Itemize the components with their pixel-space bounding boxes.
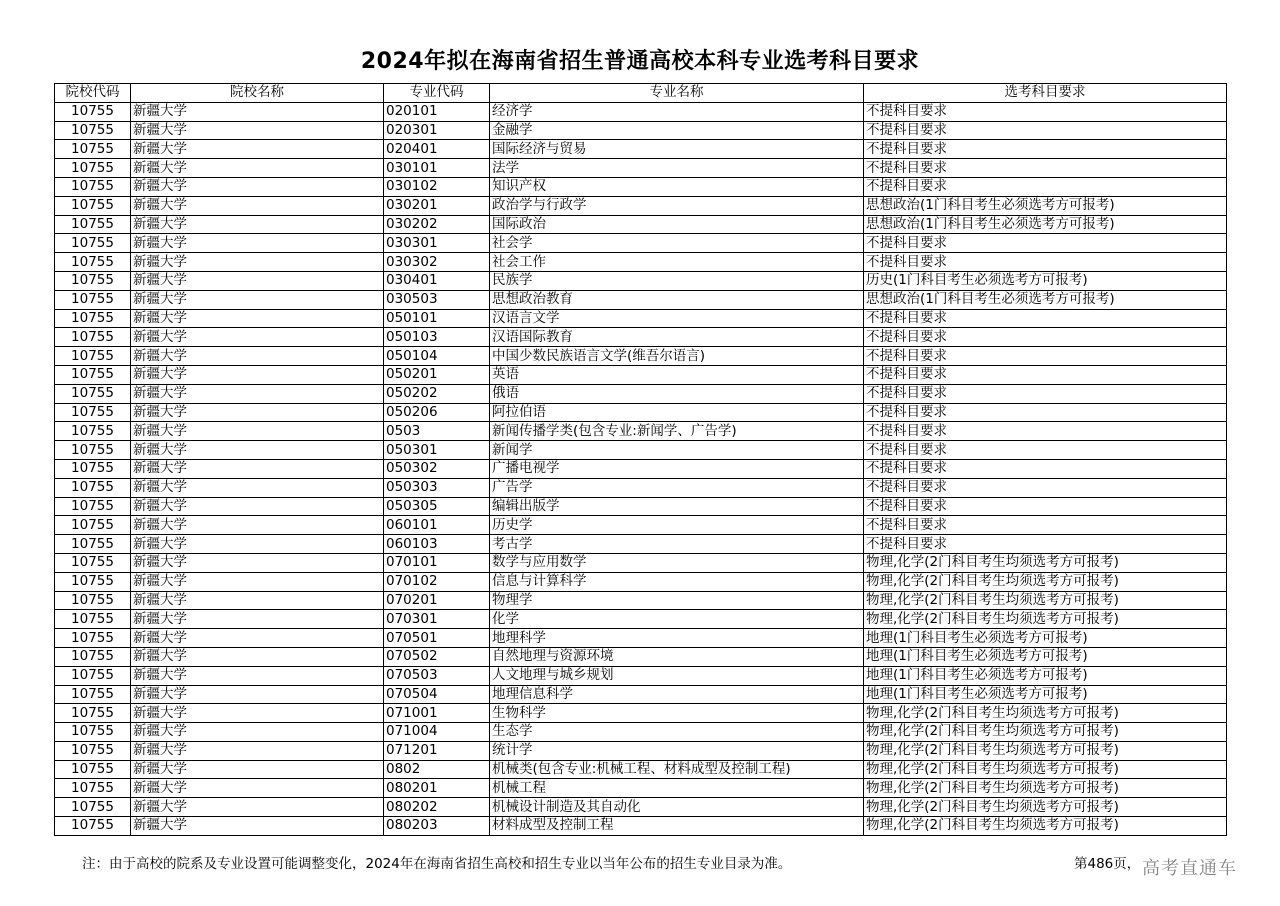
subject-requirement-cell: 物理,化学(2门科目考生均须选考方可报考) xyxy=(864,704,1227,723)
major-name-cell: 知识产权 xyxy=(490,177,864,196)
header-major-name: 专业名称 xyxy=(490,84,864,103)
page-title: 2024年拟在海南省招生普通高校本科专业选考科目要求 xyxy=(360,49,920,74)
major-code-cell: 020101 xyxy=(384,102,490,121)
table-row xyxy=(55,516,1227,535)
school-name-cell: 新疆大学 xyxy=(131,365,384,384)
school-code-cell: 10755 xyxy=(55,760,131,779)
major-name-cell: 民族学 xyxy=(490,271,864,290)
subject-requirement-cell: 不提科目要求 xyxy=(864,177,1227,196)
school-name-cell: 新疆大学 xyxy=(131,253,384,272)
major-name-cell: 俄语 xyxy=(490,384,864,403)
table-row xyxy=(55,647,1227,666)
major-name-cell: 历史学 xyxy=(490,516,864,535)
header-school-name: 院校名称 xyxy=(131,84,384,103)
major-code-cell: 070201 xyxy=(384,591,490,610)
major-code-cell: 030301 xyxy=(384,234,490,253)
school-code-cell: 10755 xyxy=(55,328,131,347)
subject-requirement-cell: 地理(1门科目考生必须选考方可报考) xyxy=(864,647,1227,666)
major-name-cell: 机械设计制造及其自动化 xyxy=(490,798,864,817)
table-row xyxy=(55,328,1227,347)
major-name-cell: 信息与计算科学 xyxy=(490,572,864,591)
subject-requirement-cell: 思想政治(1门科目考生必须选考方可报考) xyxy=(864,290,1227,309)
subject-requirement-cell: 物理,化学(2门科目考生均须选考方可报考) xyxy=(864,741,1227,760)
school-code-cell: 10755 xyxy=(55,271,131,290)
major-code-cell: 071201 xyxy=(384,741,490,760)
table-row xyxy=(55,159,1227,178)
school-name-cell: 新疆大学 xyxy=(131,647,384,666)
table-row xyxy=(55,365,1227,384)
table-row xyxy=(55,403,1227,422)
school-code-cell: 10755 xyxy=(55,478,131,497)
school-name-cell: 新疆大学 xyxy=(131,779,384,798)
major-code-cell: 050103 xyxy=(384,328,490,347)
school-name-cell: 新疆大学 xyxy=(131,347,384,366)
major-name-cell: 考古学 xyxy=(490,535,864,554)
school-name-cell: 新疆大学 xyxy=(131,196,384,215)
major-name-cell: 新闻传播学类(包含专业:新闻学、广告学) xyxy=(490,422,864,441)
school-code-cell: 10755 xyxy=(55,196,131,215)
subject-requirement-cell: 思想政治(1门科目考生必须选考方可报考) xyxy=(864,196,1227,215)
requirements-table xyxy=(54,83,1227,836)
subject-requirement-cell: 不提科目要求 xyxy=(864,365,1227,384)
table-row xyxy=(55,140,1227,159)
school-name-cell: 新疆大学 xyxy=(131,516,384,535)
major-name-cell: 法学 xyxy=(490,159,864,178)
subject-requirement-cell: 不提科目要求 xyxy=(864,347,1227,366)
major-code-cell: 030202 xyxy=(384,215,490,234)
school-code-cell: 10755 xyxy=(55,253,131,272)
major-code-cell: 030201 xyxy=(384,196,490,215)
major-code-cell: 071004 xyxy=(384,723,490,742)
school-name-cell: 新疆大学 xyxy=(131,798,384,817)
subject-requirement-cell: 物理,化学(2门科目考生均须选考方可报考) xyxy=(864,610,1227,629)
school-code-cell: 10755 xyxy=(55,497,131,516)
header-major-code: 专业代码 xyxy=(384,84,490,103)
major-code-cell: 030102 xyxy=(384,177,490,196)
major-code-cell: 070301 xyxy=(384,610,490,629)
subject-requirement-cell: 不提科目要求 xyxy=(864,535,1227,554)
major-code-cell: 070504 xyxy=(384,685,490,704)
major-name-cell: 生物科学 xyxy=(490,704,864,723)
subject-requirement-cell: 不提科目要求 xyxy=(864,403,1227,422)
major-code-cell: 080201 xyxy=(384,779,490,798)
table-row xyxy=(55,779,1227,798)
major-code-cell: 070101 xyxy=(384,553,490,572)
subject-requirement-cell: 物理,化学(2门科目考生均须选考方可报考) xyxy=(864,798,1227,817)
school-name-cell: 新疆大学 xyxy=(131,384,384,403)
school-name-cell: 新疆大学 xyxy=(131,591,384,610)
school-name-cell: 新疆大学 xyxy=(131,215,384,234)
table-row xyxy=(55,553,1227,572)
major-code-cell: 070503 xyxy=(384,666,490,685)
subject-requirement-cell: 地理(1门科目考生必须选考方可报考) xyxy=(864,666,1227,685)
major-name-cell: 社会学 xyxy=(490,234,864,253)
school-name-cell: 新疆大学 xyxy=(131,610,384,629)
school-code-cell: 10755 xyxy=(55,779,131,798)
major-code-cell: 070502 xyxy=(384,647,490,666)
table-row xyxy=(55,234,1227,253)
major-code-cell: 050303 xyxy=(384,478,490,497)
table-row xyxy=(55,798,1227,817)
major-name-cell: 地理科学 xyxy=(490,629,864,648)
major-code-cell: 050305 xyxy=(384,497,490,516)
major-code-cell: 050302 xyxy=(384,459,490,478)
school-code-cell: 10755 xyxy=(55,629,131,648)
school-code-cell: 10755 xyxy=(55,666,131,685)
major-name-cell: 材料成型及控制工程 xyxy=(490,817,864,836)
table-row xyxy=(55,817,1227,836)
subject-requirement-cell: 历史(1门科目考生必须选考方可报考) xyxy=(864,271,1227,290)
school-name-cell: 新疆大学 xyxy=(131,309,384,328)
table-row xyxy=(55,704,1227,723)
major-name-cell: 国际经济与贸易 xyxy=(490,140,864,159)
table-row xyxy=(55,215,1227,234)
major-code-cell: 030302 xyxy=(384,253,490,272)
major-name-cell: 机械类(包含专业:机械工程、材料成型及控制工程) xyxy=(490,760,864,779)
school-code-cell: 10755 xyxy=(55,140,131,159)
table-row xyxy=(55,666,1227,685)
subject-requirement-cell: 不提科目要求 xyxy=(864,159,1227,178)
table-body xyxy=(55,102,1227,835)
major-code-cell: 080203 xyxy=(384,817,490,836)
major-name-cell: 新闻学 xyxy=(490,441,864,460)
subject-requirement-cell: 不提科目要求 xyxy=(864,441,1227,460)
school-name-cell: 新疆大学 xyxy=(131,741,384,760)
school-code-cell: 10755 xyxy=(55,403,131,422)
subject-requirement-cell: 物理,化学(2门科目考生均须选考方可报考) xyxy=(864,817,1227,836)
school-name-cell: 新疆大学 xyxy=(131,704,384,723)
major-name-cell: 政治学与行政学 xyxy=(490,196,864,215)
major-name-cell: 数学与应用数学 xyxy=(490,553,864,572)
subject-requirement-cell: 不提科目要求 xyxy=(864,478,1227,497)
school-code-cell: 10755 xyxy=(55,741,131,760)
school-name-cell: 新疆大学 xyxy=(131,271,384,290)
table-row xyxy=(55,610,1227,629)
school-code-cell: 10755 xyxy=(55,647,131,666)
major-name-cell: 机械工程 xyxy=(490,779,864,798)
major-code-cell: 050206 xyxy=(384,403,490,422)
major-code-cell: 050202 xyxy=(384,384,490,403)
subject-requirement-cell: 不提科目要求 xyxy=(864,516,1227,535)
page-number: 第486页， xyxy=(1074,856,1141,872)
table-row xyxy=(55,253,1227,272)
subject-requirement-cell: 物理,化学(2门科目考生均须选考方可报考) xyxy=(864,553,1227,572)
major-name-cell: 国际政治 xyxy=(490,215,864,234)
major-name-cell: 思想政治教育 xyxy=(490,290,864,309)
school-code-cell: 10755 xyxy=(55,422,131,441)
school-name-cell: 新疆大学 xyxy=(131,328,384,347)
major-code-cell: 0802 xyxy=(384,760,490,779)
school-code-cell: 10755 xyxy=(55,347,131,366)
school-code-cell: 10755 xyxy=(55,290,131,309)
subject-requirement-cell: 物理,化学(2门科目考生均须选考方可报考) xyxy=(864,572,1227,591)
school-code-cell: 10755 xyxy=(55,459,131,478)
table-row xyxy=(55,121,1227,140)
school-code-cell: 10755 xyxy=(55,215,131,234)
major-code-cell: 070501 xyxy=(384,629,490,648)
school-code-cell: 10755 xyxy=(55,685,131,704)
table-row xyxy=(55,309,1227,328)
school-name-cell: 新疆大学 xyxy=(131,760,384,779)
major-name-cell: 化学 xyxy=(490,610,864,629)
major-code-cell: 070102 xyxy=(384,572,490,591)
subject-requirement-cell: 不提科目要求 xyxy=(864,309,1227,328)
subject-requirement-cell: 物理,化学(2门科目考生均须选考方可报考) xyxy=(864,779,1227,798)
subject-requirement-cell: 不提科目要求 xyxy=(864,328,1227,347)
school-code-cell: 10755 xyxy=(55,365,131,384)
table-row xyxy=(55,441,1227,460)
table-row xyxy=(55,629,1227,648)
school-name-cell: 新疆大学 xyxy=(131,723,384,742)
school-code-cell: 10755 xyxy=(55,177,131,196)
subject-requirement-cell: 物理,化学(2门科目考生均须选考方可报考) xyxy=(864,760,1227,779)
major-name-cell: 阿拉伯语 xyxy=(490,403,864,422)
major-code-cell: 050201 xyxy=(384,365,490,384)
school-code-cell: 10755 xyxy=(55,441,131,460)
subject-requirement-cell: 不提科目要求 xyxy=(864,140,1227,159)
table-row xyxy=(55,535,1227,554)
header-subject-requirement: 选考科目要求 xyxy=(864,84,1227,103)
major-code-cell: 060101 xyxy=(384,516,490,535)
school-name-cell: 新疆大学 xyxy=(131,459,384,478)
school-name-cell: 新疆大学 xyxy=(131,572,384,591)
school-code-cell: 10755 xyxy=(55,553,131,572)
major-name-cell: 编辑出版学 xyxy=(490,497,864,516)
subject-requirement-cell: 不提科目要求 xyxy=(864,459,1227,478)
school-name-cell: 新疆大学 xyxy=(131,817,384,836)
major-code-cell: 030503 xyxy=(384,290,490,309)
school-name-cell: 新疆大学 xyxy=(131,290,384,309)
school-code-cell: 10755 xyxy=(55,384,131,403)
subject-requirement-cell: 物理,化学(2门科目考生均须选考方可报考) xyxy=(864,723,1227,742)
table-row xyxy=(55,591,1227,610)
major-name-cell: 汉语国际教育 xyxy=(490,328,864,347)
school-code-cell: 10755 xyxy=(55,798,131,817)
subject-requirement-cell: 不提科目要求 xyxy=(864,234,1227,253)
subject-requirement-cell: 物理,化学(2门科目考生均须选考方可报考) xyxy=(864,591,1227,610)
school-name-cell: 新疆大学 xyxy=(131,441,384,460)
school-name-cell: 新疆大学 xyxy=(131,422,384,441)
school-name-cell: 新疆大学 xyxy=(131,140,384,159)
major-name-cell: 统计学 xyxy=(490,741,864,760)
school-code-cell: 10755 xyxy=(55,309,131,328)
subject-requirement-cell: 地理(1门科目考生必须选考方可报考) xyxy=(864,685,1227,704)
major-name-cell: 社会工作 xyxy=(490,253,864,272)
subject-requirement-cell: 不提科目要求 xyxy=(864,384,1227,403)
school-code-cell: 10755 xyxy=(55,159,131,178)
school-code-cell: 10755 xyxy=(55,572,131,591)
subject-requirement-cell: 不提科目要求 xyxy=(864,253,1227,272)
table-row xyxy=(55,422,1227,441)
major-name-cell: 人文地理与城乡规划 xyxy=(490,666,864,685)
school-name-cell: 新疆大学 xyxy=(131,685,384,704)
table-row xyxy=(55,572,1227,591)
major-code-cell: 050104 xyxy=(384,347,490,366)
school-name-cell: 新疆大学 xyxy=(131,121,384,140)
major-code-cell: 071001 xyxy=(384,704,490,723)
major-name-cell: 金融学 xyxy=(490,121,864,140)
school-name-cell: 新疆大学 xyxy=(131,629,384,648)
subject-requirement-cell: 思想政治(1门科目考生必须选考方可报考) xyxy=(864,215,1227,234)
table-row xyxy=(55,723,1227,742)
table-row xyxy=(55,384,1227,403)
major-code-cell: 080202 xyxy=(384,798,490,817)
school-code-cell: 10755 xyxy=(55,817,131,836)
school-code-cell: 10755 xyxy=(55,234,131,253)
major-code-cell: 020401 xyxy=(384,140,490,159)
table-header-row xyxy=(55,84,1227,103)
table-row xyxy=(55,290,1227,309)
major-name-cell: 地理信息科学 xyxy=(490,685,864,704)
table-row xyxy=(55,741,1227,760)
major-code-cell: 030101 xyxy=(384,159,490,178)
subject-requirement-cell: 不提科目要求 xyxy=(864,102,1227,121)
subject-requirement-cell: 不提科目要求 xyxy=(864,121,1227,140)
school-name-cell: 新疆大学 xyxy=(131,159,384,178)
table-row xyxy=(55,760,1227,779)
major-code-cell: 020301 xyxy=(384,121,490,140)
table-row xyxy=(55,497,1227,516)
school-name-cell: 新疆大学 xyxy=(131,177,384,196)
major-code-cell: 030401 xyxy=(384,271,490,290)
header-school-code: 院校代码 xyxy=(55,84,131,103)
table-row xyxy=(55,102,1227,121)
subject-requirement-cell: 不提科目要求 xyxy=(864,497,1227,516)
table-row xyxy=(55,271,1227,290)
major-name-cell: 物理学 xyxy=(490,591,864,610)
school-name-cell: 新疆大学 xyxy=(131,666,384,685)
school-code-cell: 10755 xyxy=(55,535,131,554)
school-name-cell: 新疆大学 xyxy=(131,403,384,422)
school-name-cell: 新疆大学 xyxy=(131,497,384,516)
watermark: 高考直通车 xyxy=(1142,858,1237,879)
table-row xyxy=(55,478,1227,497)
major-name-cell: 汉语言文学 xyxy=(490,309,864,328)
major-name-cell: 中国少数民族语言文学(维吾尔语言) xyxy=(490,347,864,366)
school-code-cell: 10755 xyxy=(55,516,131,535)
school-code-cell: 10755 xyxy=(55,121,131,140)
major-name-cell: 经济学 xyxy=(490,102,864,121)
table-row xyxy=(55,196,1227,215)
major-name-cell: 广告学 xyxy=(490,478,864,497)
footnote: 注：由于高校的院系及专业设置可能调整变化，2024年在海南省招生高校和招生专业以当年公布的招生专业目录为准。 xyxy=(82,856,792,872)
school-code-cell: 10755 xyxy=(55,723,131,742)
major-name-cell: 自然地理与资源环境 xyxy=(490,647,864,666)
subject-requirement-cell: 地理(1门科目考生必须选考方可报考) xyxy=(864,629,1227,648)
table-row xyxy=(55,685,1227,704)
school-code-cell: 10755 xyxy=(55,610,131,629)
major-code-cell: 060103 xyxy=(384,535,490,554)
subject-requirement-cell: 不提科目要求 xyxy=(864,422,1227,441)
major-name-cell: 生态学 xyxy=(490,723,864,742)
school-code-cell: 10755 xyxy=(55,591,131,610)
table-row xyxy=(55,347,1227,366)
major-code-cell: 050301 xyxy=(384,441,490,460)
table-row xyxy=(55,459,1227,478)
major-name-cell: 广播电视学 xyxy=(490,459,864,478)
school-name-cell: 新疆大学 xyxy=(131,234,384,253)
table-row xyxy=(55,177,1227,196)
school-name-cell: 新疆大学 xyxy=(131,478,384,497)
school-code-cell: 10755 xyxy=(55,704,131,723)
school-code-cell: 10755 xyxy=(55,102,131,121)
school-name-cell: 新疆大学 xyxy=(131,553,384,572)
major-code-cell: 050101 xyxy=(384,309,490,328)
major-name-cell: 英语 xyxy=(490,365,864,384)
school-name-cell: 新疆大学 xyxy=(131,102,384,121)
major-code-cell: 0503 xyxy=(384,422,490,441)
school-name-cell: 新疆大学 xyxy=(131,535,384,554)
